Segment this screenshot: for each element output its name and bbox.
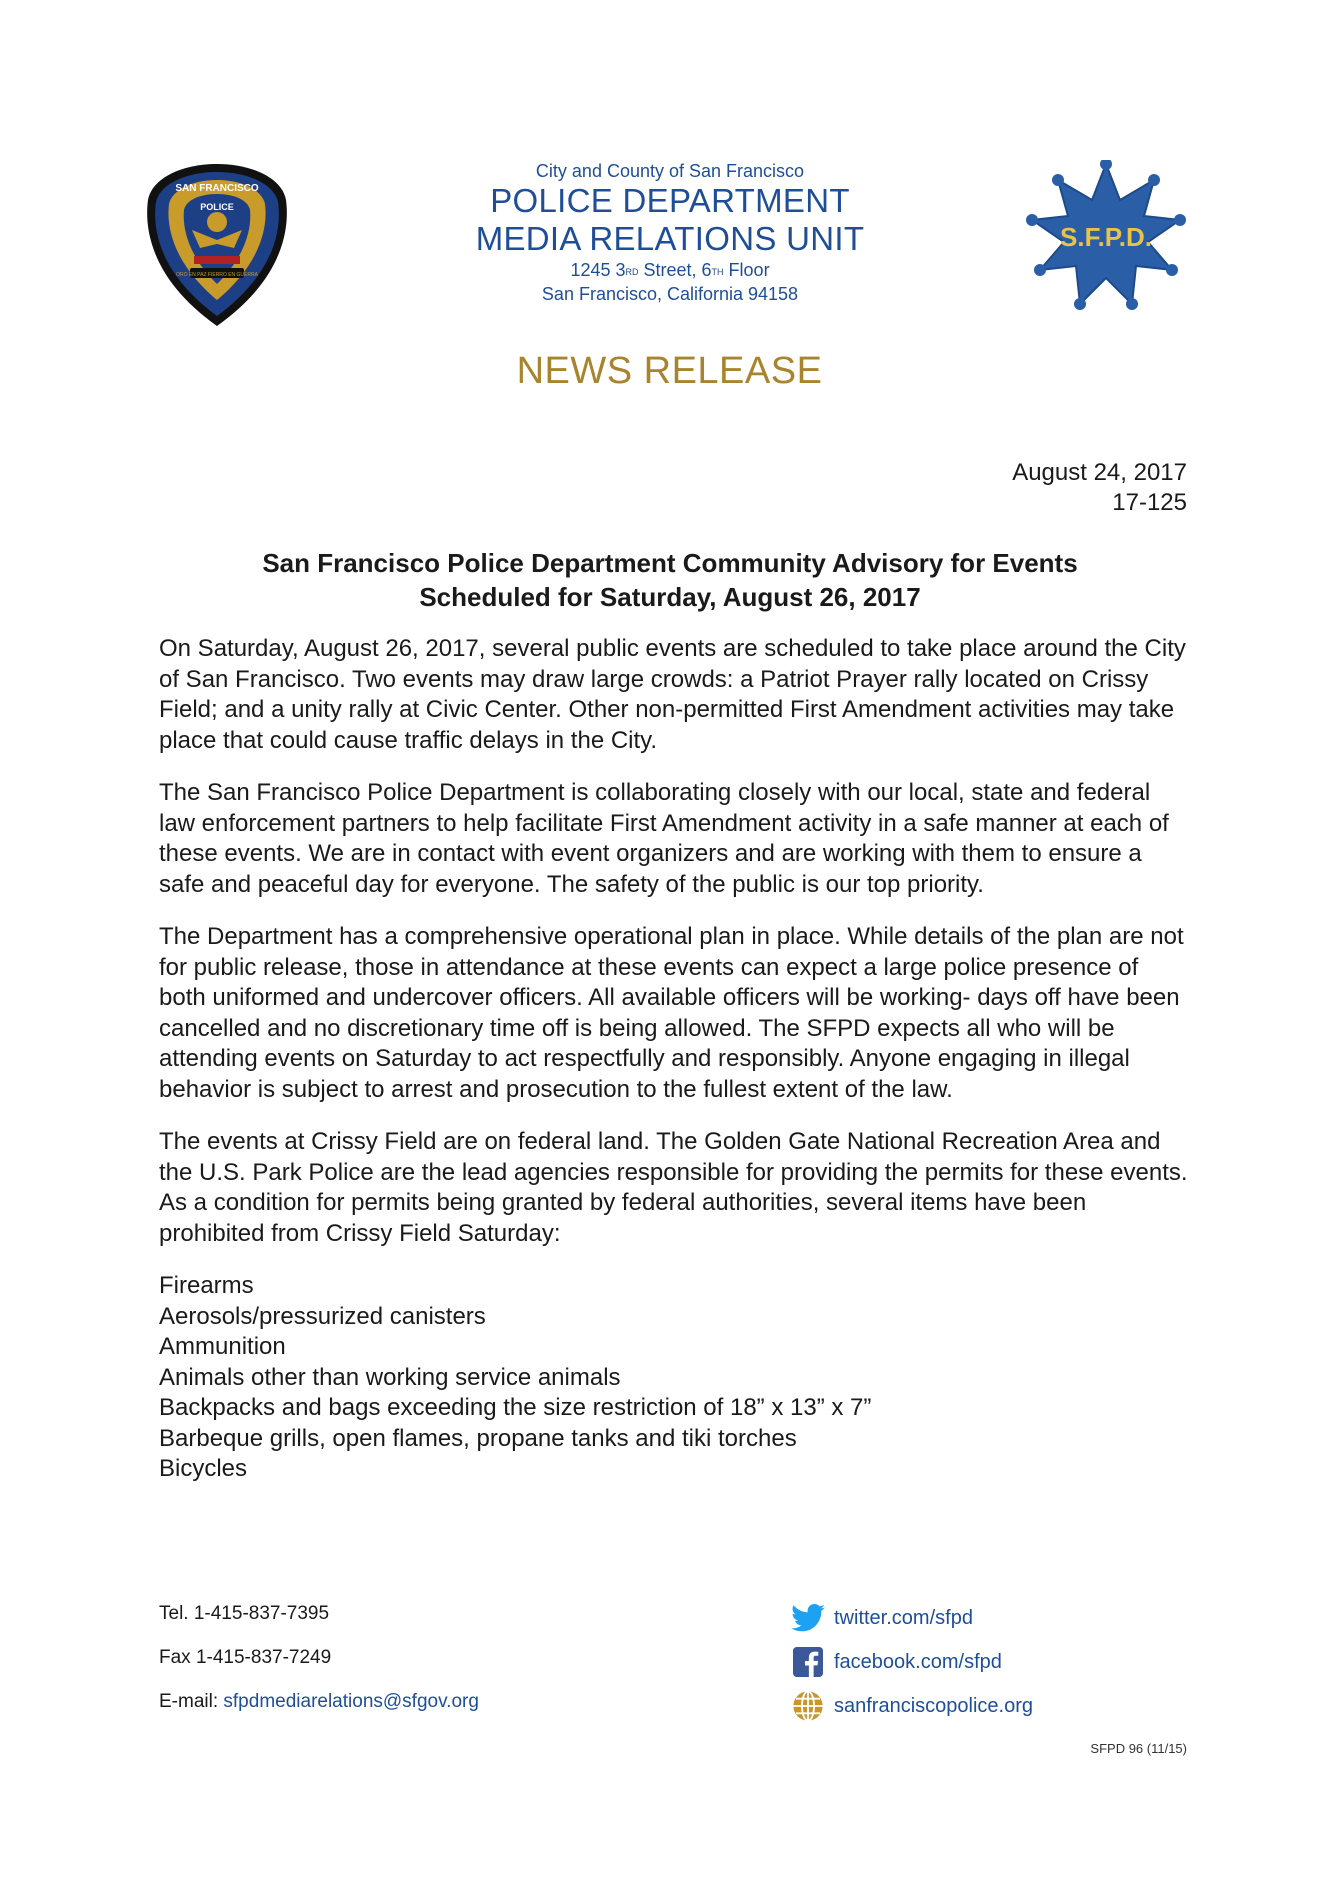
address-line-2: San Francisco, California 94158 <box>541 284 799 304</box>
list-item: Aerosols/pressurized canisters <box>159 1302 486 1330</box>
list-item: Bicycles <box>159 1455 248 1482</box>
facebook-icon <box>790 1647 826 1677</box>
email-link[interactable]: sfpdmediarelations@sfgov.org <box>223 1691 479 1712</box>
sfpd-star-logo <box>1026 160 1186 312</box>
release-date-block <box>1012 458 1187 518</box>
email-label: E-mail: <box>159 1691 224 1712</box>
paragraph: The events at Crissy Field are on federal land. The Golden Gate National Recreation Area and the U.S. Park Police are the lead agencies responsible for providing the permits for these events. As a condition for permits being granted by federal authorities, several items have been prohibited from Crissy Field Saturday: <box>159 1128 1188 1247</box>
telephone: Tel. 1-415-837-7395 <box>159 1603 330 1624</box>
release-number: 17-125 <box>1112 489 1187 516</box>
release-title <box>140 546 1200 614</box>
facebook-link[interactable]: facebook.com/sfpd <box>834 1650 1002 1673</box>
list-item: Animals other than working service animals <box>159 1363 621 1391</box>
twitter-icon <box>790 1604 826 1632</box>
news-release-label: NEWS RELEASE <box>516 350 823 392</box>
website-link[interactable]: sanfranciscopolice.org <box>834 1694 1033 1717</box>
list-item: Barbeque grills, open flames, propane tanks and tiki torches <box>159 1424 797 1452</box>
form-id: SFPD 96 (11/15) <box>1090 1741 1187 1756</box>
contact-info <box>159 1603 479 1735</box>
masthead <box>420 160 920 306</box>
paragraph: The San Francisco Police Department is collaborating closely with our local, state and federal law enforcement partners to help facilitate First Amendment activity in a safe manner at each of these events. We are in contact with event organizers and are working with them to ensure a safe and peaceful day for everyone. The safety of the public is our top priority. <box>159 779 1169 898</box>
address-line-1: 1245 3RD Street, 6TH Floor <box>570 260 770 280</box>
list-item: Firearms <box>159 1272 254 1299</box>
email-row <box>159 1691 479 1735</box>
prohibited-items-list <box>159 1271 1189 1485</box>
police-patch-logo <box>142 160 292 330</box>
patch-logo-text-banner: ORO EN PAZ FIERRO EN GUERRA <box>176 272 258 278</box>
unit-line: MEDIA RELATIONS UNIT <box>475 220 865 257</box>
twitter-link[interactable]: twitter.com/sfpd <box>834 1606 973 1629</box>
patch-logo-text-mid: POLICE <box>200 202 234 212</box>
facebook-row <box>790 1640 1033 1684</box>
globe-icon <box>790 1690 826 1722</box>
title-line-1: San Francisco Police Department Community Advisory for Events <box>262 548 1078 578</box>
patch-logo-text-top: SAN FRANCISCO <box>175 183 259 194</box>
twitter-row <box>790 1596 1033 1640</box>
release-body <box>159 634 1189 1485</box>
title-line-2: Scheduled for Saturday, August 26, 2017 <box>419 582 921 612</box>
list-item: Backpacks and bags exceeding the size restriction of 18” x 13” x 7” <box>159 1394 872 1421</box>
star-logo-text: S.F.P.D. <box>1059 222 1153 252</box>
city-line: City and County of San Francisco <box>535 161 805 181</box>
website-row <box>790 1684 1033 1728</box>
department-line: POLICE DEPARTMENT <box>490 182 850 219</box>
social-links <box>790 1596 1033 1728</box>
fax: Fax 1-415-837-7249 <box>159 1647 332 1668</box>
paragraph: On Saturday, August 26, 2017, several public events are scheduled to take place around the City of San Francisco. Two events may draw large crowds: a Patriot Prayer rally located on Crissy Field; and a unity rally at Civic Center. Other non-permitted First Amendment activities may take place that could cause traffic delays in the City. <box>159 635 1186 754</box>
release-date: August 24, 2017 <box>1012 459 1187 486</box>
list-item: Ammunition <box>159 1333 286 1360</box>
paragraph: The Department has a comprehensive operational plan in place. While details of the plan are not for public release, those in attendance at these events can expect a large police presence of both uniformed and undercover officers. All available officers will be working- days off have been cancelled and no discretionary time off is being allowed. The SFPD expects all who will be attending events on Saturday to act respectfully and responsibly. Anyone engaging in illegal behavior is subject to arrest and prosecution to the fullest extent of the law. <box>159 923 1184 1103</box>
